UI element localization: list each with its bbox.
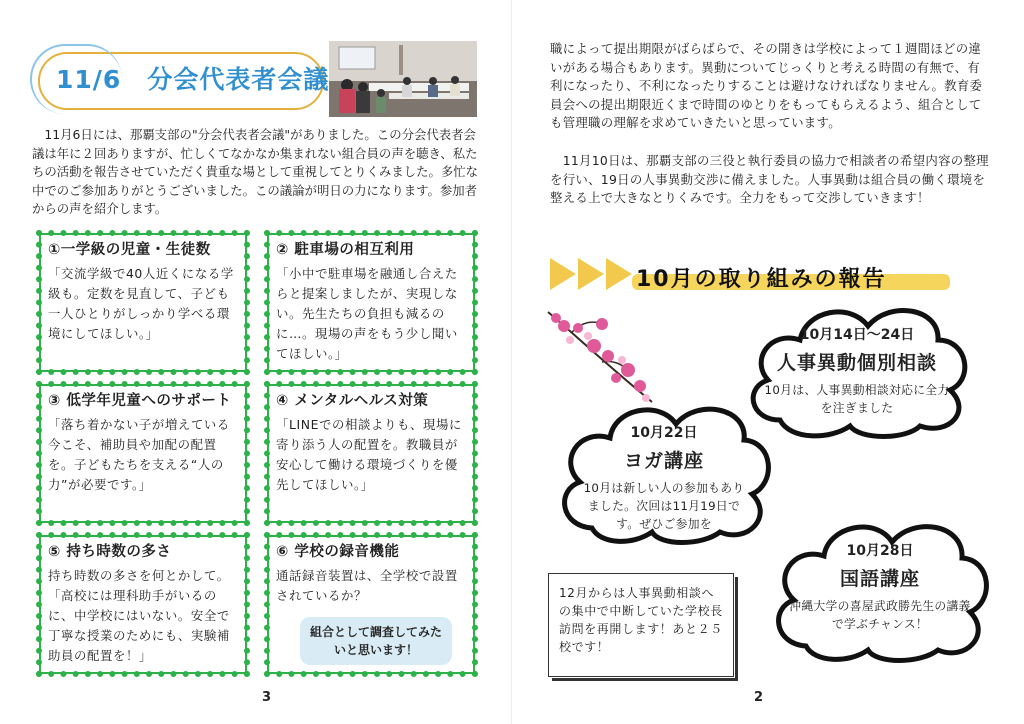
title-badge — [30, 42, 330, 116]
flower-branch-icon — [542, 302, 662, 412]
event-date: 10月14日〜24日 — [799, 327, 915, 343]
event-date: 10月22日 — [630, 425, 698, 441]
card-title: ①一学級の児童・生徒数 — [48, 242, 211, 258]
card-body: 持ち時数の多さを何とかして。「高校には理科助手がいるのに、中学校にはいない。安全で丁寧な授業のためにも、実験補助員の配置を！」 — [48, 568, 230, 663]
event-name: 国語講座 — [839, 568, 920, 590]
event-name: ヨガ講座 — [623, 450, 704, 472]
body-paragraph-1: 職によって提出期限がばらばらで、その開きは学校によって１週間ほどの違いがある場合もあります。異動についてじっくりと考える時間の有無で、有利になったり、不利になったりすることは避けなければなりません。教育委員会への提出期限近くまで時間のゆとりをもってもらえるよう、組合としても管理職の理解を求めていきたいと思っています。 — [550, 41, 983, 131]
card-title: ② 駐車場の相互利用 — [276, 242, 415, 258]
meeting-photo — [329, 41, 477, 117]
opinion-card-2 — [264, 230, 478, 375]
event-name: 人事異動個別相談 — [776, 352, 937, 374]
card-title: ⑥ 学校の録音機能 — [276, 544, 400, 560]
event-cloud-2 — [552, 398, 776, 548]
opinion-card-1 — [36, 230, 250, 375]
event-body: 10月は、人事異動相談対応に全力を注ぎました — [764, 383, 950, 415]
card-body: 「小中で駐車場を融通し合えたらと提案しましたが、実現しない。先生たちの負担も減るのに…。現場の声をもう少し聞いてほしい。」 — [276, 266, 458, 361]
card-title: ③ 低学年児童へのサポート — [48, 393, 232, 409]
page-number-right: 2 — [754, 690, 764, 705]
investigation-note: 組合として調査してみたいと思います！ — [300, 617, 452, 665]
arrow-triangles-icon — [548, 254, 638, 294]
page-number-left: 3 — [262, 690, 272, 705]
card-body: 「LINEでの相談よりも、現場に寄り添う人の配置を。教職員が安心して働ける環境づくりを優先してほしい。」 — [276, 417, 462, 492]
intro-paragraph: 11月6日には、那覇支部の"分会代表者会議"がありました。この分会代表者会議は年に２回ありますが、忙しくてなかなか集まれない組合員の声を聴き、私たちの活動を報告させていただく貴重な場として重視してとりくみました。多忙な中でのご参加ありがとうございました。この議論が明日の力になります。参加者からの声を紹介します。 — [32, 127, 479, 217]
page-title: 11/6 分会代表者会議 — [56, 65, 330, 94]
card-title: ④ メンタルヘルス対策 — [276, 393, 429, 409]
event-body: 沖縄大学の喜屋武政勝先生の講義で学ぶチャンス！ — [789, 599, 971, 631]
opinion-card-4 — [264, 381, 478, 526]
event-cloud-3 — [766, 514, 994, 664]
page-right — [512, 0, 1024, 724]
report-title: 10月の取り組みの報告 — [636, 267, 887, 292]
card-title: ⑤ 持ち時数の多さ — [48, 544, 172, 560]
memo-box: 12月からは人事異動相談への集中で中断していた学校長訪問を再開します！あと２５校です！ — [548, 573, 734, 677]
card-body: 「落ち着かない子が増えている今こそ、補助員や加配の配置を。子どもたちを支える“人の力”が必要です。」 — [48, 417, 230, 492]
card-body: 「交流学級で40人近くになる学級も。定数を見直して、子ども一人ひとりがしっかり学べる環境にしてほしい。」 — [48, 266, 234, 341]
card-body: 通話録音装置は、全学校で設置されているか？ — [276, 568, 458, 603]
body-paragraph-2: 11月10日は、那覇支部の三役と執行委員の協力で相談者の希望内容の整理を行い、19日の人事異動交渉に備えました。人事異動は組合員の働く環境を整える上で大きなとりくみです。全力をもって交渉していきます！ — [550, 153, 989, 206]
event-body: 10月は新しい人の参加もありました。次回は11月19日です。ぜひご参加を — [583, 481, 745, 531]
opinion-card-5 — [36, 532, 250, 677]
opinion-card-3 — [36, 381, 250, 526]
event-date: 10月28日 — [846, 543, 914, 559]
